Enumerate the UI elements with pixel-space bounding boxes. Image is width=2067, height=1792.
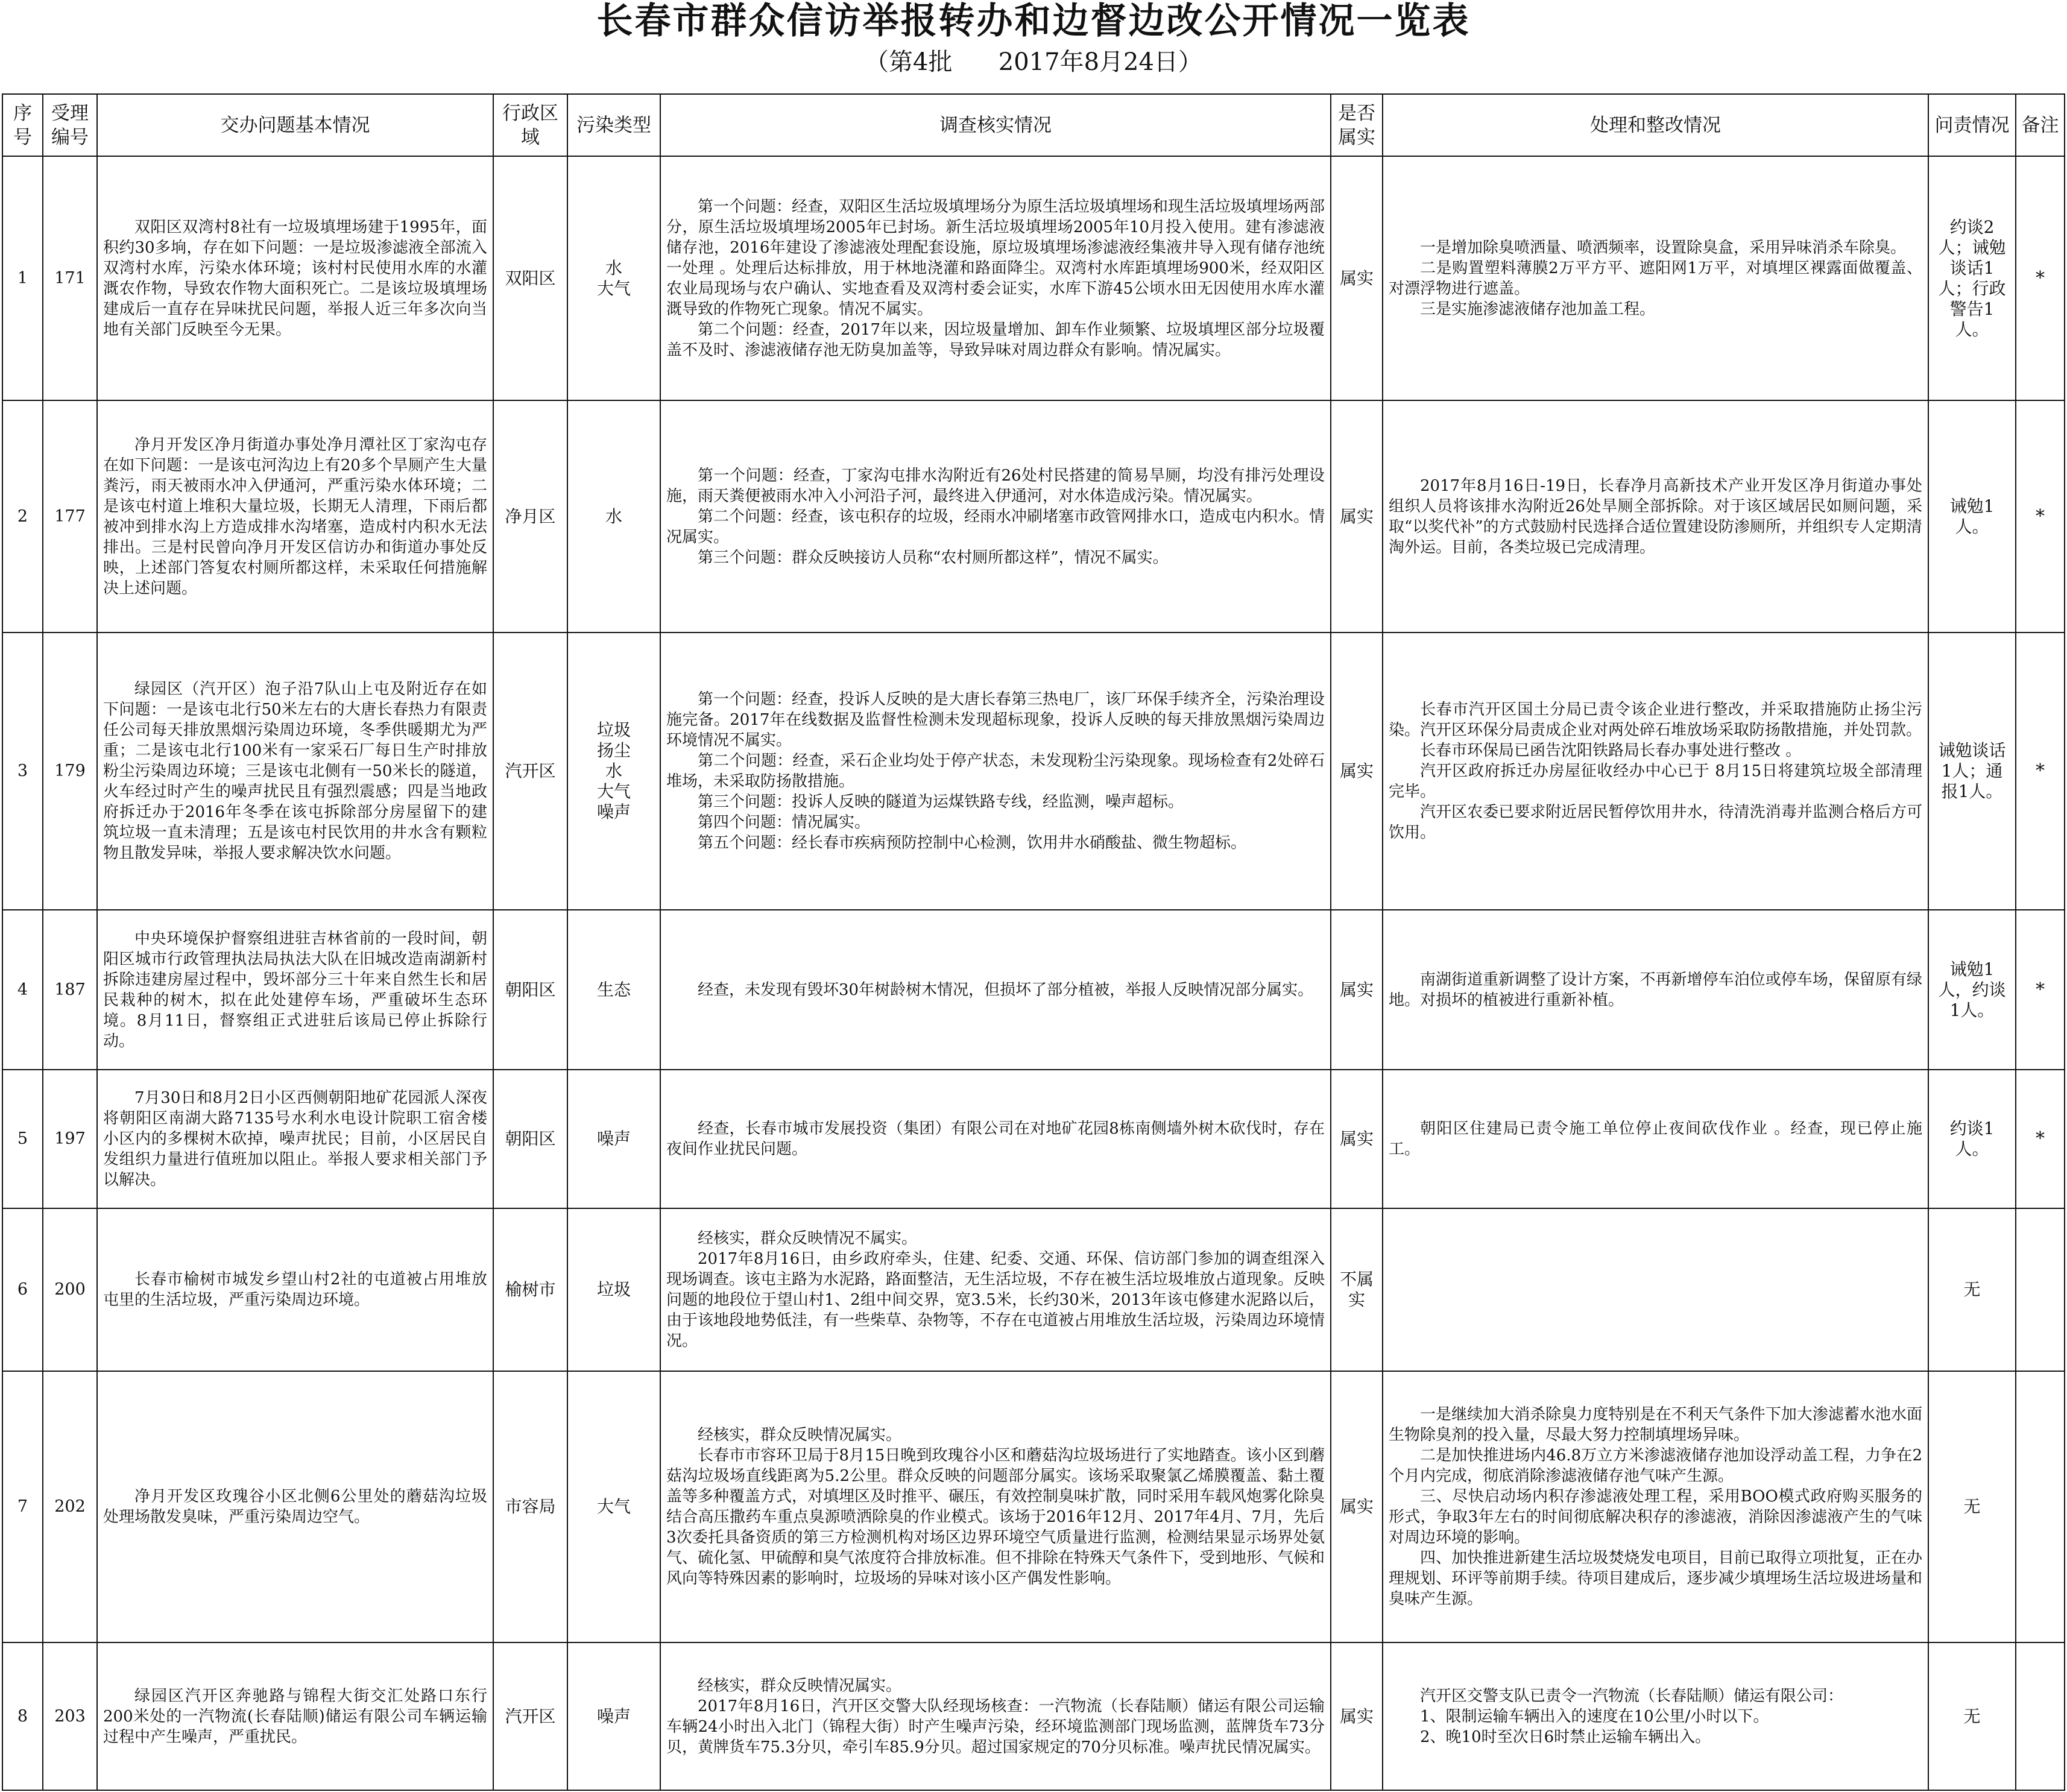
seq-cell: 5 [2,1070,43,1208]
seq-cell: 7 [2,1371,43,1642]
remark-cell [2016,1371,2065,1642]
header-pollution-type: 污染类型 [567,94,660,156]
paragraph: 2017年8月16日，由乡政府牵头，住建、纪委、交通、环保、信访部门参加的调查组深入现场调查。该屯主路为水泥路，路面整洁，无生活垃圾，不存在被生活垃圾堆放占道现象。反映问题的地段位于望山村1、2组中间交界，宽3.5米，长约30米，2013年该屯修建水泥路以后，由于该地段地势低洼，有一些柴草、杂物等，不存在屯道被占用堆放生活垃圾，污染周边环境情况。 [666,1250,1325,1350]
pollution-type-cell: 噪声 [567,1642,660,1790]
table-row [2,1371,2065,1642]
paragraph: 一是继续加大消杀除臭力度特别是在不利天气条件下加大渗滤蓄水池水面生物除臭剂的投入量，尽最大努力控制填埋场异味。 [1389,1406,1922,1444]
seq-cell: 2 [2,400,43,633]
page-subtitle: （第4批 2017年8月24日） [865,48,1202,76]
paragraph: 净月开发区玫瑰谷小区北侧6公里处的蘑菇沟垃圾处理场散发臭味，严重污染周边空气。 [103,1488,487,1526]
table-row [2,633,2065,910]
handling-cell [1383,1642,1928,1790]
table-row [2,400,2065,633]
seq-cell: 3 [2,633,43,910]
header-region: 行政区域 [493,94,567,156]
paragraph: 绿园区汽开区奔驰路与锦程大街交汇处路口东行200米处的一汽物流(长春陆顺)储运有限公司车辆运输过程中产生噪声，严重扰民。 [103,1686,487,1746]
paragraph: 第一个问题：经查，双阳区生活垃圾填埋场分为原生活垃圾填埋场和现生活垃圾填埋场两部分，原生活垃圾填埋场2005年已封场。新生活垃圾填埋场2005年10月投入使用。建有渗滤液储存池，2016年建设了渗滤液处理配套设施，原垃圾填埋场渗滤液经集液井导入现有储存池统一处理 。处理后达标排放，用于林地浇灌和路面降尘。双湾村水库距填埋场900米，经双阳区农业局现场与农户确认、实地查看及双湾村委会证实，水库下游45公顷水田无因使用水库水灌溉导致的作物死亡现象。情况不属实。 [666,197,1325,318]
paragraph: 四、加快推进新建生活垃圾焚烧发电项目，目前已取得立项批复，正在办理规划、环评等前期手续。待项目建成后，逐步减少填埋场生活垃圾进场量和臭味产生源。 [1389,1549,1922,1608]
table-row [2,1208,2065,1371]
paragraph: 第四个问题：情况属实。 [698,813,871,831]
paragraph: 2、晚10时至次日6时禁止运输车辆出入。 [1420,1727,1711,1746]
paragraph: 经查，未发现有毁坏30年树龄树木情况，但损坏了部分植被，举报人反映情况部分属实。 [698,980,1314,999]
problem-cell [97,400,493,633]
investigation-cell [660,1371,1331,1642]
pollution-type-cell: 大气 [567,1371,660,1642]
verified-cell: 属实 [1331,633,1383,910]
paragraph: 三、尽快启动场内积存渗滤液处理工程，采用BOO模式政府购买服务的形式，争取3年左右的时间彻底解决积存的渗滤液，消除因渗滤液产生的气味对周边环境的影响。 [1389,1488,1922,1547]
accept-number-cell: 177 [43,400,97,633]
paragraph: 汽开区交警支队已责令一汽物流（长春陆顺）储运有限公司： [1420,1686,1844,1705]
header-problem: 交办问题基本情况 [97,94,493,156]
verified-cell: 属实 [1331,156,1383,400]
problem-cell [97,1642,493,1790]
accountability-cell: 无 [1928,1208,2016,1371]
pollution-type-cell: 水 大气 [567,156,660,400]
accountability-cell: 无 [1928,1371,2016,1642]
seq-cell: 1 [2,156,43,400]
paragraph: 二是加快推进场内46.8万立方米渗滤液储存池加设浮动盖工程，力争在2个月内完成，彻底消除渗滤液储存池气味产生源。 [1389,1447,1922,1485]
paragraph: 2017年8月16日-19日，长春净月高新技术产业开发区净月街道办事处组织人员将该排水沟附近26处旱厕全部拆除。对于该区域居民如厕问题，采取“以奖代补”的方式鼓励村民选择合适位置建设防渗厕所，并组织专人定期清淘外运。目前，各类垃圾已完成清理。 [1389,476,1922,557]
pollution-type-cell: 噪声 [567,1070,660,1208]
accountability-cell: 无 [1928,1642,2016,1790]
remark-cell: * [2016,910,2065,1070]
paragraph: 第三个问题：群众反映接访人员称“农村厕所都这样”，情况不属实。 [698,548,1169,567]
paragraph: 第五个问题：经长春市疾病预防控制中心检测，饮用井水硝酸盐、微生物超标。 [698,834,1247,852]
region-cell: 双阳区 [493,156,567,400]
header-seq: 序号 [2,94,43,156]
header-accept-number: 受理编号 [43,94,97,156]
remark-cell: * [2016,156,2065,400]
handling-cell [1383,633,1928,910]
header-handling: 处理和整改情况 [1383,94,1928,156]
handling-cell [1383,156,1928,400]
paragraph: 汽开区农委已要求附近居民暂停饮用井水，待清洗消毒并监测合格后方可饮用。 [1389,803,1922,842]
region-cell: 汽开区 [493,1642,567,1790]
handling-cell [1383,1208,1928,1371]
paragraph: 第二个问题：经查，该屯积存的垃圾，经雨水冲刷堵塞市政管网排水口，造成屯内积水。情况属实。 [666,507,1325,546]
pollution-type-cell: 垃圾 [567,1208,660,1371]
header-verified: 是否属实 [1331,94,1383,156]
handling-cell [1383,1070,1928,1208]
seq-cell: 8 [2,1642,43,1790]
paragraph: 朝阳区住建局已责令施工单位停止夜间砍伐作业 。经查，现已停止施工。 [1389,1120,1922,1158]
paragraph: 三是实施渗滤液储存池加盖工程。 [1420,300,1656,318]
paragraph: 南湖街道重新调整了设计方案，不再新增停车泊位或停车场，保留原有绿地。对损坏的植被进行重新补植。 [1389,970,1922,1009]
handling-cell [1383,1371,1928,1642]
header-accountability: 问责情况 [1928,94,2016,156]
accountability-cell: 约谈1人。 [1928,1070,2016,1208]
seq-cell: 6 [2,1208,43,1371]
verified-cell: 属实 [1331,1070,1383,1208]
problem-cell [97,910,493,1070]
region-cell: 朝阳区 [493,1070,567,1208]
accept-number-cell: 202 [43,1371,97,1642]
handling-cell [1383,910,1928,1070]
accept-number-cell: 203 [43,1642,97,1790]
paragraph: 绿园区（汽开区）泡子沿7队山上屯及附近存在如下问题：一是该屯北行50米左右的大唐长春热力有限责任公司每天排放黑烟污染周边环境，冬季供暖期尤为严重；二是该屯北行100米有一家采石厂每日生产时排放粉尘污染周边环境；三是该屯北侧有一50米长的隧道，火车经过时产生的噪声扰民且有强烈震感；四是当地政府拆迁办于2016年冬季在该屯拆除部分房屋留下的建筑垃圾一直未清理；五是该屯村民饮用的井水含有颗粒物且散发异味，举报人要求解决饮水问题。 [103,680,487,862]
investigation-cell [660,633,1331,910]
verified-cell: 不属实 [1331,1208,1383,1371]
region-cell: 净月区 [493,400,567,633]
pollution-type-cell: 生态 [567,910,660,1070]
verified-cell: 属实 [1331,1642,1383,1790]
seq-cell: 4 [2,910,43,1070]
paragraph: 长春市市容环卫局于8月15日晚到玫瑰谷小区和蘑菇沟垃圾场进行了实地踏查。该小区到蘑菇沟垃圾场直线距离为5.2公里。群众反映的问题部分属实。该场采取聚氯乙烯膜覆盖、黏土覆盖等多种覆盖方式，对填埋区及时推平、碾压，有效控制臭味扩散，同时采用车载风炮雾化除臭结合高压撒药车重点臭源喷洒除臭的作业模式。该场于2016年12月、2017年4月、7月，先后3次委托具备资质的第三方检测机构对场区边界环境空气质量进行监测，检测结果显示场界处氨气、硫化氢、甲硫醇和臭气浓度符合排放标准。但不排除在特殊天气条件下，受到地形、气候和风向等特殊因素的影响时，垃圾场的异味对该小区产偶发性影响。 [666,1447,1325,1588]
disclosure-table [2,93,2065,1791]
table-row [2,156,2065,400]
investigation-cell [660,910,1331,1070]
paragraph: 汽开区政府拆迁办房屋征收经办中心已于 8月15日将建筑垃圾全部清理完毕。 [1389,762,1922,801]
paragraph: 双阳区双湾村8社有一垃圾填埋场建于1995年，面积约30多垧，存在如下问题：一是垃圾渗滤液全部流入双湾村水库，污染水体环境；该村村民使用水库的水灌溉农作物，导致农作物大面积死亡。二是该垃圾填埋场建成后一直存在异味扰民问题，举报人近三年多次向当地有关部门反映至今无果。 [103,218,487,339]
paragraph: 第三个问题：投诉人反映的隧道为运煤铁路专线，经监测，噪声超标。 [698,793,1184,811]
remark-cell: * [2016,633,2065,910]
remark-cell [2016,1208,2065,1371]
accountability-cell: 诫勉1人。 [1928,400,2016,633]
paragraph: 7月30日和8月2日小区西侧朝阳地矿花园派人深夜将朝阳区南湖大路7135号水利水电设计院职工宿舍楼小区内的多棵树木砍掉，噪声扰民；目前，小区居民自发组织力量进行值班加以阻止。举报人要求相关部门予以解决。 [103,1089,487,1189]
paragraph: 经核实，群众反映情况属实。 [698,1426,902,1444]
investigation-cell [660,1070,1331,1208]
accept-number-cell: 187 [43,910,97,1070]
handling-cell [1383,400,1928,633]
pollution-type-cell: 垃圾 扬尘 水 大气 噪声 [567,633,660,910]
paragraph: 经核实，群众反映情况不属实。 [698,1229,918,1248]
paragraph: 净月开发区净月街道办事处净月潭社区丁家沟屯存在如下问题：一是该屯河沟边上有20多个旱厕产生大量粪污，雨天被雨水冲入伊通河，严重污染水体环境；二是该屯村道上堆积大量垃圾，长期无人清理，下雨后都被冲到排水沟上方造成排水沟堵塞，造成村内积水无法排出。三是村民曾向净月开发区信访办和街道办事处反映，上述部门答复农村厕所都这样，未采取任何措施解决上述问题。 [103,435,487,598]
paragraph: 一是增加除臭喷洒量、喷洒频率，设置除臭盒，采用异味消杀车除臭。 [1420,238,1907,257]
problem-cell [97,1208,493,1371]
problem-cell [97,633,493,910]
accountability-cell: 诫勉谈话1人；通报1人。 [1928,633,2016,910]
paragraph: 二是购置塑料薄膜2万平方平、遮阳网1万平，对填埋区裸露面做覆盖、对漂浮物进行遮盖。 [1389,259,1922,298]
table-row [2,910,2065,1070]
accountability-cell: 约谈2人；诫勉谈话1人；行政警告1人。 [1928,156,2016,400]
verified-cell: 属实 [1331,1371,1383,1642]
paragraph: 第二个问题：经查，采石企业均处于停产状态，未发现粉尘污染现象。现场检查有2处碎石堆场，未采取防扬散措施。 [666,752,1325,790]
investigation-cell [660,1208,1331,1371]
paragraph: 2017年8月16日，汽开区交警大队经现场核查：一汽物流（长春陆顺）储运有限公司运输车辆24小时出入北门（锦程大街）时产生噪声污染，经环境监测部门现场监测，蓝牌货车73分贝，黄牌货车75.3分贝，牵引车85.9分贝。超过国家规定的70分贝标准。噪声扰民情况属实。 [666,1697,1325,1756]
accountability-cell: 诫勉1人，约谈1人。 [1928,910,2016,1070]
problem-cell [97,1070,493,1208]
paragraph: 经核实，群众反映情况属实。 [698,1676,902,1695]
problem-cell [97,156,493,400]
pollution-type-cell: 水 [567,400,660,633]
region-cell: 朝阳区 [493,910,567,1070]
paragraph: 长春市环保局已函告沈阳铁路局长春办事处进行整改 。 [1420,742,1802,760]
remark-cell [2016,1642,2065,1790]
paragraph: 第一个问题：经查，丁家沟屯排水沟附近有26处村民搭建的简易旱厕，均没有排污处理设施，雨天粪便被雨水冲入小河沿子河，最终进入伊通河，对水体造成污染。情况属实。 [666,466,1325,505]
table-row [2,1070,2065,1208]
table-header-row [2,94,2065,156]
paragraph: 长春市汽开区国土分局已责令该企业进行整改，并采取措施防止扬尘污染。汽开区环保分局责成企业对两处碎石堆放场采取防扬散措施，并处罚款。 [1389,701,1922,739]
paragraph: 第二个问题：经查，2017年以来，因垃圾量增加、卸车作业频繁、垃圾填埋区部分垃圾覆盖不及时、渗滤液储存池无防臭加盖等，导致异味对周边群众有影响。情况属实。 [666,320,1325,359]
remark-cell: * [2016,400,2065,633]
paragraph: 经查，长春市城市发展投资（集团）有限公司在对地矿花园8栋南侧墙外树木砍伐时，存在夜间作业扰民问题。 [666,1120,1325,1158]
header-remark: 备注 [2016,94,2065,156]
region-cell: 市容局 [493,1371,567,1642]
verified-cell: 属实 [1331,400,1383,633]
page-title: 长春市群众信访举报转办和边督边改公开情况一览表 [596,0,1471,42]
paragraph: 第一个问题：经查，投诉人反映的是大唐长春第三热电厂，该厂环保手续齐全，污染治理设施完备。2017年在线数据及监督性检测未发现超标现象，投诉人反映的每天排放黑烟污染周边环境情况不属实。 [666,690,1325,749]
accept-number-cell: 171 [43,156,97,400]
accept-number-cell: 179 [43,633,97,910]
table-row [2,1642,2065,1790]
verified-cell: 属实 [1331,910,1383,1070]
paragraph: 1、限制运输车辆出入的速度在10公里/小时以下。 [1420,1707,1769,1726]
investigation-cell [660,1642,1331,1790]
header-investigation: 调查核实情况 [660,94,1331,156]
accept-number-cell: 200 [43,1208,97,1371]
paragraph: 中央环境保护督察组进驻吉林省前的一段时间，朝阳区城市行政管理执法局执法大队在旧城改造南湖新村拆除违建房屋过程中，毁坏部分三十年来自然生长和居民栽种的树木，拟在此处建停车场，严重破坏生态环境。8月11日，督察组正式进驻后该局已停止拆除行动。 [103,929,487,1050]
remark-cell: * [2016,1070,2065,1208]
region-cell: 汽开区 [493,633,567,910]
region-cell: 榆树市 [493,1208,567,1371]
problem-cell [97,1371,493,1642]
investigation-cell [660,400,1331,633]
paragraph: 长春市榆树市城发乡望山村2社的屯道被占用堆放屯里的生活垃圾，严重污染周边环境。 [103,1270,487,1309]
accept-number-cell: 197 [43,1070,97,1208]
investigation-cell [660,156,1331,400]
